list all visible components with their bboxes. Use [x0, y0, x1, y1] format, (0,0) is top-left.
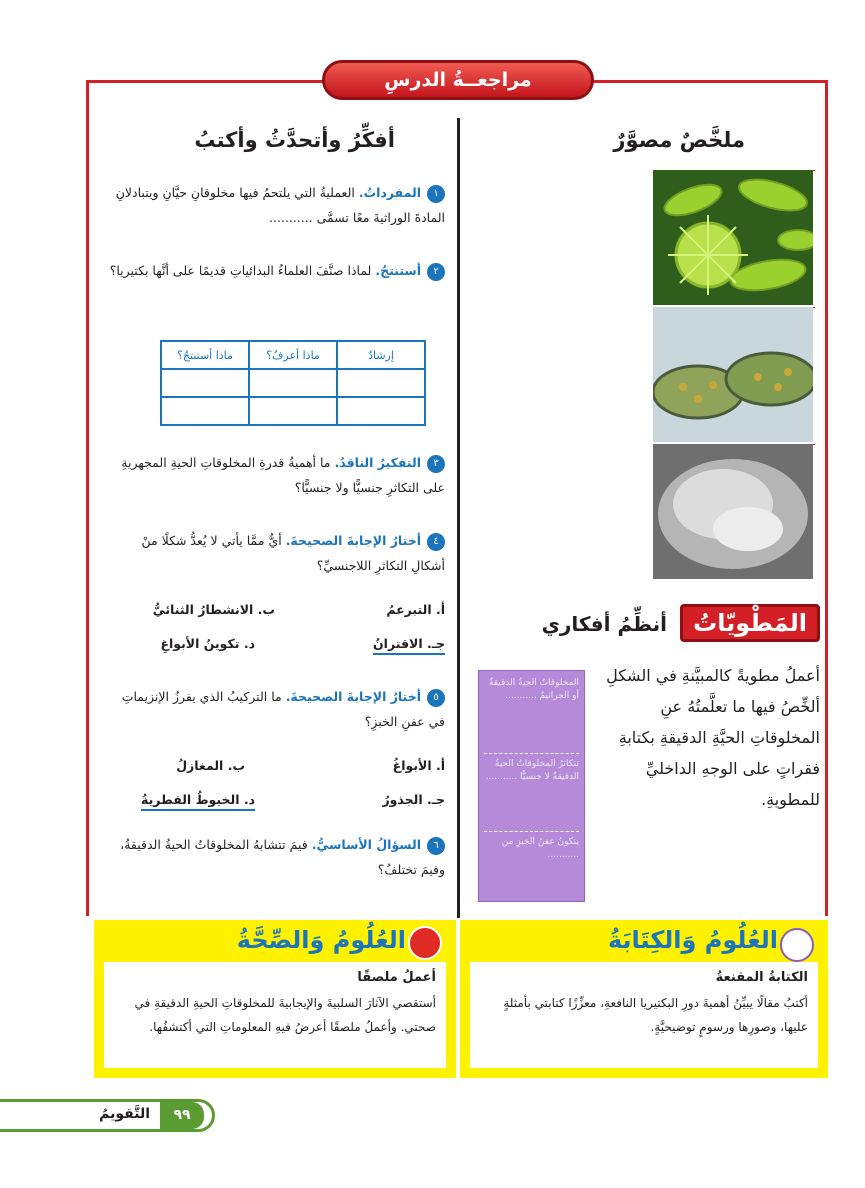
- health-heading: العُلُومُ وَالصِّحَّةُ: [236, 926, 406, 954]
- question-number-5: ٥: [427, 689, 445, 707]
- footer-bar: [0, 1099, 215, 1132]
- question-number-2: ٢: [427, 263, 445, 281]
- lesson-review-banner: مراجعــةُ الدرسِ: [322, 60, 594, 100]
- q4-option-d[interactable]: د. تكوينُ الأبواغِ: [160, 636, 255, 651]
- question-2: [105, 258, 445, 283]
- question-6-text: فيمَ تتشابهُ المخلوقاتُ الحيةُ الدقيقةُ، وفيمَ تختلفُ؟: [120, 837, 445, 877]
- apple-icon: [408, 926, 442, 960]
- kwl-cell[interactable]: [249, 369, 337, 397]
- foldables-text: أعملُ مطويةً كالمبيَّنةِ في الشكلِ ألخِّصُ فيها ما تعلَّمتُهُ عنِ المخلوقاتِ الحيَّةِ الدقيقةِ بكتابةِ فقراتٍ على الوجهِ الداخليِّ للمطويةِ.: [606, 666, 820, 809]
- fold-panel-1: المخلوقاتُ الحيةُ الدقيقةُ أو الجراثيمُ ...........: [488, 678, 579, 701]
- question-number-4: ٤: [427, 533, 445, 551]
- question-4-label: أختارُ الإجابةَ الصحيحةَ.: [285, 533, 421, 548]
- question-6: [105, 832, 445, 882]
- kwl-table: [160, 340, 426, 426]
- kwl-cell[interactable]: [249, 397, 337, 425]
- think-heading: أفكِّرُ وأتحدَّثُ وأكتبُ: [194, 128, 395, 152]
- writing-content: [470, 962, 818, 1068]
- question-5: [105, 684, 445, 734]
- kwl-header-infer: ماذا أستنتجُ؟: [161, 341, 249, 369]
- q5-option-d[interactable]: د. الخيوطُ الفطريةُ: [141, 792, 255, 811]
- question-2-label: أستنتجُ.: [375, 263, 421, 278]
- health-title: أعملُ ملصقًا: [357, 970, 436, 985]
- question-6-label: السؤالُ الأساسيُّ.: [311, 837, 421, 852]
- fold-panel-2: تتكاثرُ المخلوقاتُ الحيةُ الدقيقةُ لا جنسيًّا ...........: [484, 753, 579, 784]
- kwl-cell[interactable]: [337, 369, 425, 397]
- summary-heading: ملخَّصٌ مصوَّرٌ: [613, 128, 745, 152]
- q5-option-a[interactable]: أ. الأبواغُ: [392, 758, 445, 773]
- q4-option-b[interactable]: ب. الانشطارُ الثنائيُّ: [152, 602, 275, 617]
- pencil-icon: [780, 928, 814, 962]
- foldables-badge: المَطْويّاتُ: [680, 604, 820, 642]
- question-3-text: ما أهميةُ قدرةِ المخلوقاتِ الحيةِ المجهريةِ على التكاثرِ جنسيًّا ولا جنسيًّا؟: [121, 455, 445, 495]
- summary-row-2: [490, 307, 815, 442]
- q5-option-c[interactable]: جـ. الجذورُ: [382, 792, 445, 807]
- kwl-header-know: ماذا أعرفُ؟: [249, 341, 337, 369]
- conjugation-image: [653, 307, 813, 442]
- writing-text: أكتبُ مقالًا يبيِّنُ أهميةَ دورِ البكتيريا النافعةِ، معزِّزًا كتابتي بأمثلةٍ عليها، وصورِها ورسومٍ توضيحيَّةٍ.: [503, 996, 808, 1034]
- health-text: أستقصي الآثارَ السلبيةَ والإيجابيةَ للمخلوقاتِ الحيةِ الدقيقةِ في صحتي. وأعملُ ملصقًا أعرضُ فيهِ المعلوماتِ التي أكتشفُها.: [134, 996, 436, 1034]
- footer-label: التَّقويمُ: [99, 1106, 150, 1122]
- question-4-text: أيٌّ ممَّا يأتي لا يُعدُّ شكلًا منْ أشكالِ التكاثرِ اللاجنسيِّ؟: [141, 533, 445, 573]
- foldables-header: [500, 604, 820, 642]
- page-number: ٩٩: [160, 1102, 204, 1129]
- q5-option-b[interactable]: ب. المغازلُ: [176, 758, 245, 773]
- question-number-3: ٣: [427, 455, 445, 473]
- health-content: [104, 962, 446, 1068]
- question-3: [105, 450, 445, 500]
- question-4: [105, 528, 445, 578]
- question-1-text: العمليةُ التي يلتحمُ فيها مخلوقانِ حيَّانِ ويتبادلانِ المادةَ الوراثيةَ معًا تسمَّى ...........: [115, 185, 445, 225]
- question-number-6: ٦: [427, 837, 445, 855]
- microbes-image: [653, 170, 813, 305]
- bread-mold-image: [653, 444, 813, 579]
- foldables-title: أنظِّمُ أفكاري: [541, 612, 667, 636]
- kwl-cell[interactable]: [161, 397, 249, 425]
- foldable-illustration: [478, 670, 585, 902]
- writing-box: [460, 920, 828, 1078]
- question-1-label: المفرداتُ.: [358, 185, 421, 200]
- question-number-1: ١: [427, 185, 445, 203]
- summary-row-1: [490, 170, 815, 305]
- kwl-cell[interactable]: [337, 397, 425, 425]
- kwl-header-hint: إرشادٌ: [337, 341, 425, 369]
- fold-panel-3: يتكونُ عفنُ الخبزِ من ...........: [484, 831, 579, 862]
- question-5-label: أختارُ الإجابةَ الصحيحةَ.: [285, 689, 421, 704]
- summary-row-3: [490, 444, 815, 579]
- health-box: [94, 920, 456, 1078]
- question-3-label: التفكيرُ الناقدُ.: [334, 455, 421, 470]
- question-5-text: ما التركيبُ الذي يفرزُ الإنزيماتِ في عفنِ الخبزِ؟: [121, 689, 445, 729]
- column-divider: [457, 118, 460, 918]
- kwl-cell[interactable]: [161, 369, 249, 397]
- q4-option-a[interactable]: أ. التبرعمُ: [386, 602, 445, 617]
- question-1: [105, 180, 445, 230]
- writing-heading: العُلُومُ وَالكِتَابَةُ: [607, 926, 778, 954]
- writing-title: الكتابةُ المقنعةُ: [715, 970, 808, 985]
- question-2-text: لماذا صنَّفَ العلماءُ البدائياتِ قديمًا على أنَّها بكتيريا؟: [109, 263, 372, 278]
- q4-option-c[interactable]: جـ. الاقترانُ: [373, 636, 445, 655]
